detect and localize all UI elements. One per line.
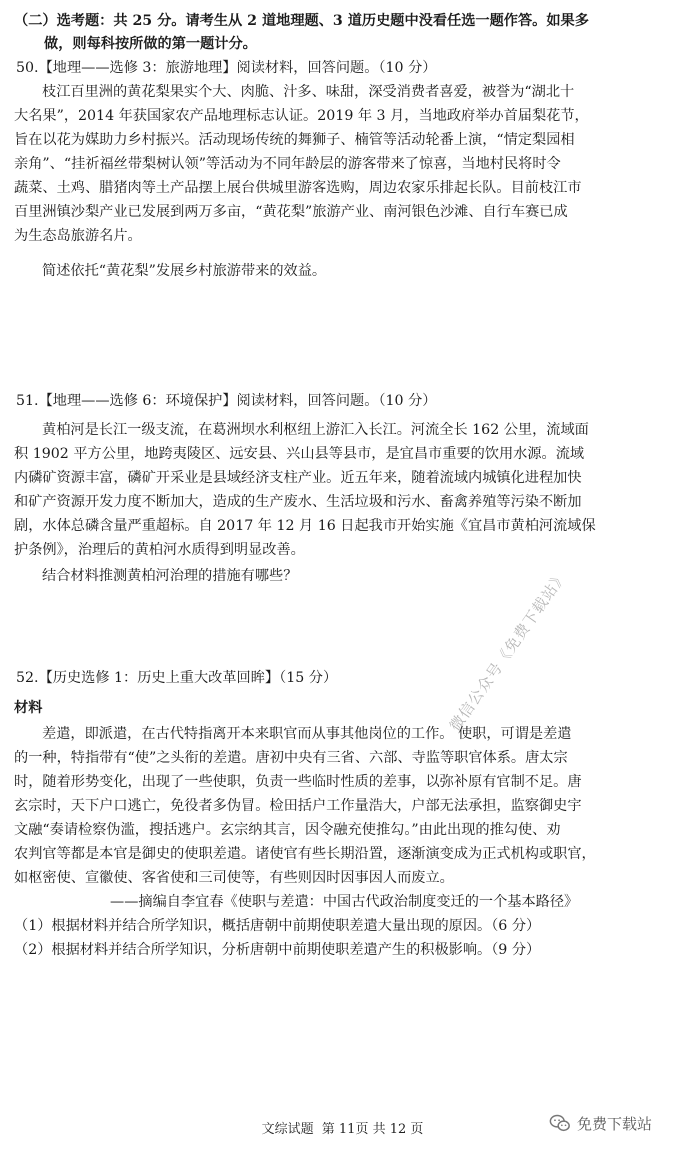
footer-page-number: 第 11页 共 12 页 [321, 1122, 424, 1137]
q52-material-label: 材料 [14, 700, 43, 716]
q50-title: 50.【地理——选修 3：旅游地理】阅读材料，回答问题。（10 分） [16, 60, 437, 76]
q52-source-citation: ——摘编自李宜春《使职与差遣：中国古代政治制度变迁的一个基本路径》 [110, 894, 579, 910]
q50-body-line: 蔬菜、土鸡、腊猪肉等土产品摆上展台供城里游客选购，周边农家乐排起长队。目前枝江市 [14, 180, 582, 196]
q52-body-line: 农判官等都是本官是御史的使职差遣。诸使官有些长期沿置，逐渐演变成为正式机构或职官， [14, 846, 596, 862]
q52-body-line: 文融“奏请检察伪滥，搜括逃户。玄宗纳其言，因令融充使推勾。”由此出现的推勾使、劝 [14, 822, 561, 838]
q51-body-line: 黄柏河是长江一级支流，在葛洲坝水利枢纽上游汇入长江。河流全长 162 公里，流域面 [42, 422, 589, 438]
q51-body-line: 积 1902 平方公里，地跨夷陵区、远安县、兴山县等县市，是宜昌市重要的饮用水源。流域 [14, 446, 585, 462]
q52-body-line: 玄宗时，天下户口逃亡，免役者多伪冒。检田括户工作量浩大，户部无法承担，监察御史宇 [14, 798, 582, 814]
q52-subquestion-1: （1）根据材料并结合所学知识，概括唐朝中前期使职差遣大量出现的原因。（6 分） [14, 918, 541, 934]
q52-subquestion-2: （2）根据材料并结合所学知识，分析唐朝中前期使职差遣产生的积极影响。（9 分） [14, 942, 541, 958]
section-header-line-1: （二）选考题：共 25 分。请考生从 2 道地理题、3 道历史题中没看任选一题作答。如果多 [14, 13, 589, 29]
q52-body-line: 的一种，特指带有“使”之头衔的差遣。唐初中央有三省、六部、寺监等职官体系。唐太宗 [14, 750, 568, 766]
q50-body-line: 亲角”、“挂祈福丝带梨树认领”等活动为不同年龄层的游客带来了惊喜，当地村民将时令 [14, 156, 561, 172]
q51-body-line: 内磷矿资源丰富，磷矿开采业是县域经济支柱产业。近五年来，随着流域内城镇化进程加快 [14, 470, 582, 486]
q50-body-line: 旨在以花为媒助力乡村振兴。活动现场传统的舞狮子、楠管等活动轮番上演，“情定梨园相 [14, 132, 575, 148]
q52-body-line: 时，随着形势变化，出现了一些使职，负责一些临时性质的差事，以弥补原有官制不足。唐 [14, 774, 582, 790]
q51-body-line: 和矿产资源开发力度不断加大，造成的生产废水、生活垃圾和污水、畜禽养殖等污染不断加 [14, 494, 582, 510]
brand-badge [549, 1108, 652, 1138]
q50-question: 简述依托“黄花梨”发展乡村旅游带来的效益。 [42, 263, 327, 279]
section-header-line-2: 做，则每科按所做的第一题计分。 [44, 36, 257, 52]
wechat-icon [549, 1112, 571, 1134]
brand-name: 免费下载站 [577, 1114, 653, 1133]
watermark-text: 微信公众号《免费下载站》 [445, 566, 571, 735]
q50-body-line: 大名果”，2014 年获国家农产品地理标志认证。2019 年 3 月，当地政府举办首届梨花节， [14, 108, 589, 124]
q51-question: 结合材料推测黄柏河治理的措施有哪些？ [42, 568, 298, 584]
footer-subject: 文综试题 [261, 1122, 314, 1137]
q50-body-line: 百里洲镇沙梨产业已发展到两万多亩，“黄花梨”旅游产业、南河银色沙滩、自行车赛已成 [14, 204, 568, 220]
q52-title: 52.【历史选修 1：历史上重大改革回眸】（15 分） [16, 670, 338, 686]
q50-body-line: 枝江百里洲的黄花梨果实个大、肉脆、汁多、味甜，深受消费者喜爱，被誉为“湖北十 [42, 84, 575, 100]
q51-body-line: 剧，水体总磷含量严重超标。自 2017 年 12 月 16 日起我市开始实施《宜昌市黄柏河流域保 [14, 518, 596, 534]
q51-body-line: 护条例》，治理后的黄柏河水质得到明显改善。 [14, 542, 305, 558]
q50-body-line: 为生态岛旅游名片。 [14, 228, 142, 244]
q52-body-line: 如枢密使、宣徽使、客省使和三司使等，有些则因时因事因人而废立。 [14, 870, 454, 886]
q51-title: 51.【地理——选修 6：环境保护】阅读材料，回答问题。（10 分） [16, 393, 437, 409]
q52-body-line: 差遣，即派遣，在古代特指离开本来职官而从事其他岗位的工作。 使职，可谓是差遣 [42, 726, 572, 742]
